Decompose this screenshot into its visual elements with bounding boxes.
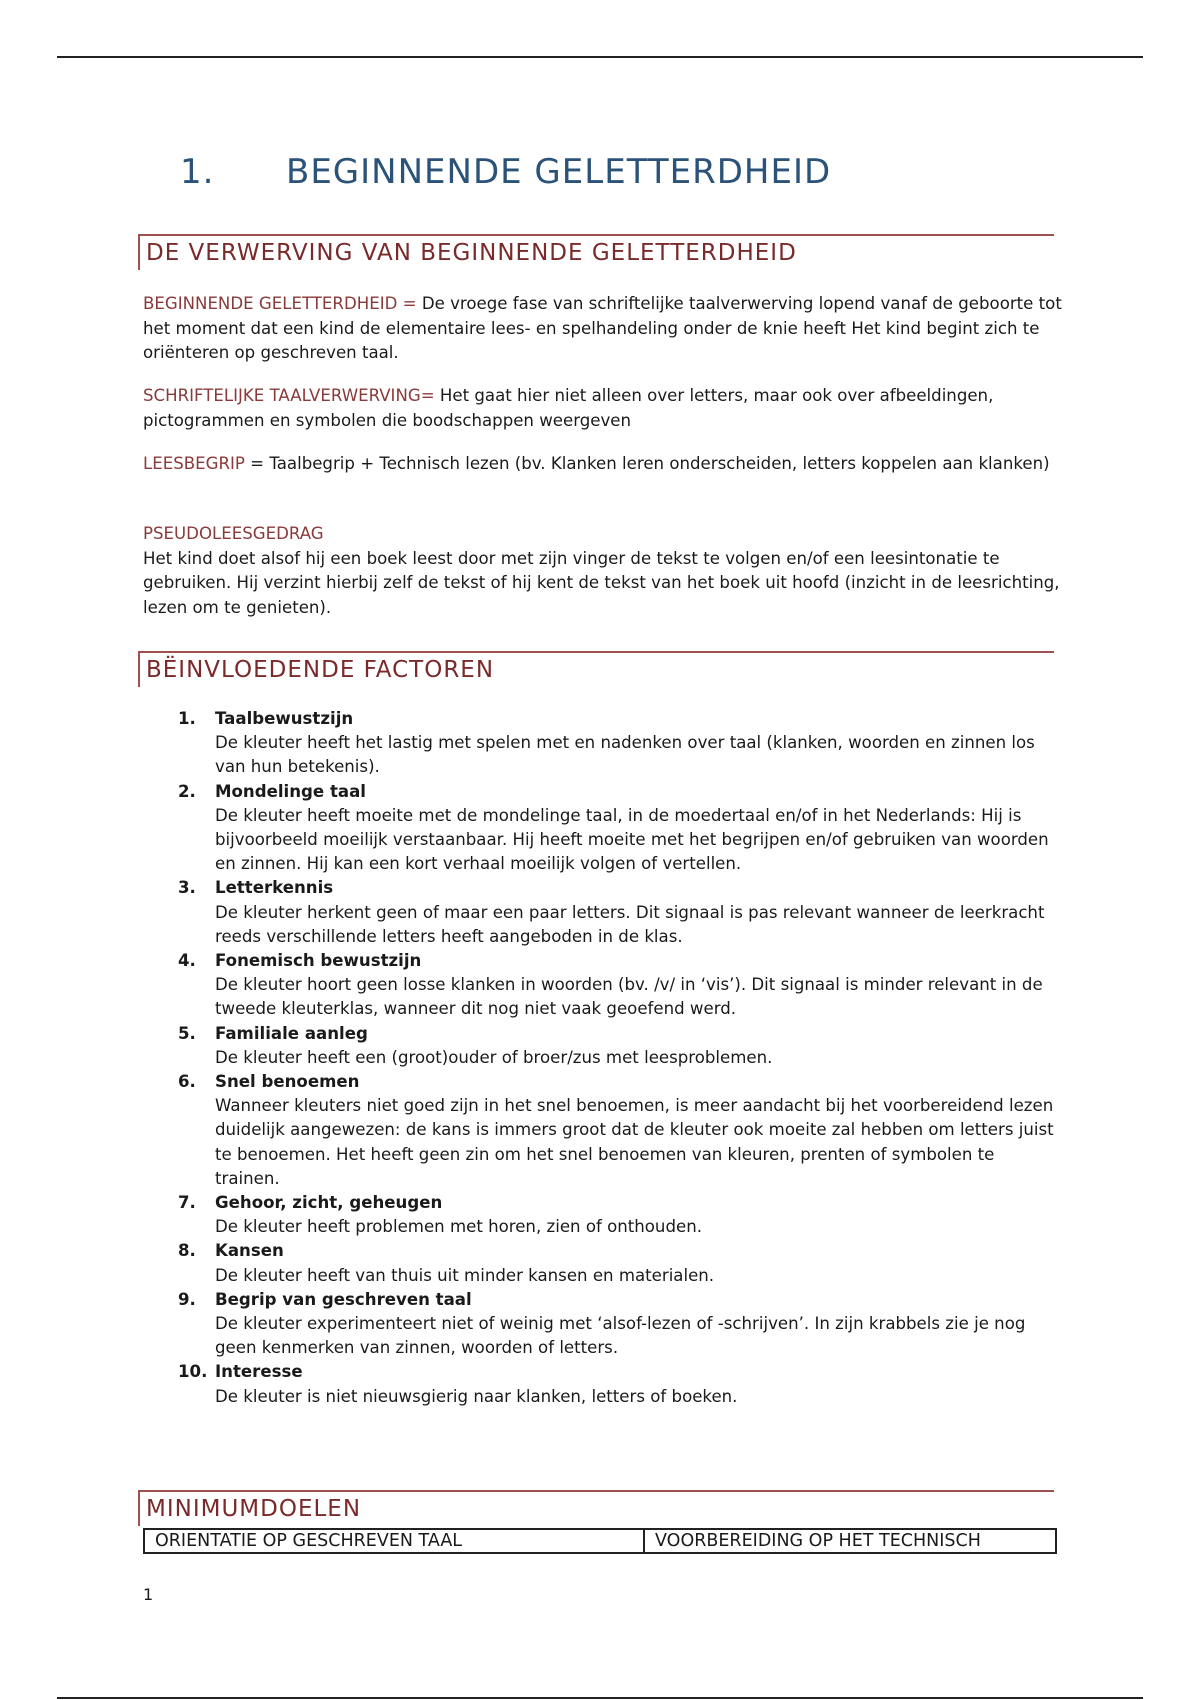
list-item <box>178 1022 1058 1070</box>
footer-rule <box>57 1697 1143 1699</box>
list-item <box>178 780 1058 877</box>
factor-number: 2. <box>178 781 196 801</box>
factor-title: Familiale aanleg <box>215 1023 368 1043</box>
factor-list <box>178 707 1058 1409</box>
list-item <box>178 1288 1058 1361</box>
list-item <box>178 707 1058 780</box>
chapter-title <box>180 152 831 192</box>
list-item <box>178 1070 1058 1191</box>
factor-description: De kleuter heeft van thuis uit minder kansen en materialen. <box>215 1265 715 1285</box>
factor-title: Snel benoemen <box>215 1072 360 1092</box>
chapter-title-text: BEGINNENDE GELETTERDHEID <box>286 152 832 192</box>
table-header-orientatie: ORIENTATIE OP GESCHREVEN TAAL <box>145 1530 645 1552</box>
definition-text: Het kind doet alsof hij een boek leest door met zijn vinger de tekst te volgen en/of een leesintonatie te gebruiken. Hij verzint hierbij zelf de tekst of hij kent de tekst van het boek uit hoofd (inzicht in de leesrichting, lezen om te genieten). <box>143 548 1060 617</box>
definition-text: De vroege fase van schriftelijke taalverwerving lopend vanaf de geboorte tot het moment dat een kind de elementaire lees- en spelhandeling onder de knie heeft Het kind begint zich te oriënteren op geschreven taal. <box>143 294 1062 362</box>
factor-number: 7. <box>178 1193 196 1213</box>
factor-number: 8. <box>178 1241 196 1261</box>
definition-leesbegrip <box>143 452 1063 477</box>
list-item <box>178 1239 1058 1287</box>
list-item <box>178 1360 1058 1408</box>
factor-title: Mondelinge taal <box>215 781 366 801</box>
factor-number: 6. <box>178 1072 196 1092</box>
factor-description: Wanneer kleuters niet goed zijn in het snel benoemen, is meer aandacht bij het voorbereidend lezen duidelijk aangewezen: de kans is immers groot dat de kleuter ook moeite zal hebben om letters juist te benoemen. Het heeft geen zin om het snel benoemen van kleuren, prenten of symbolen te trainen. <box>215 1096 1054 1188</box>
factor-title: Fonemisch bewustzijn <box>215 951 422 971</box>
definition-term: PSEUDOLEESGEDRAG <box>143 524 324 543</box>
factor-description: De kleuter hoort geen losse klanken in woorden (bv. /v/ in ‘vis’). Dit signaal is minder relevant in de tweede kleuterklas, wanneer dit nog niet vaak geoefend werd. <box>215 975 1043 1019</box>
factor-description: De kleuter heeft een (groot)ouder of broer/zus met leesproblemen. <box>215 1047 773 1067</box>
factor-description: De kleuter herkent geen of maar een paar letters. Dit signaal is pas relevant wanneer de leerkracht reeds verschillende letters heeft aangeboden in de klas. <box>215 902 1045 946</box>
factor-title: Interesse <box>215 1362 303 1382</box>
header-rule <box>57 56 1143 58</box>
section-heading-verwerving: DE VERWERVING VAN BEGINNENDE GELETTERDHEID <box>138 234 1054 270</box>
factor-title: Taalbewustzijn <box>215 709 354 728</box>
factor-title: Begrip van geschreven taal <box>215 1289 472 1309</box>
definition-term: SCHRIFTELIJKE TAALVERWERVING= <box>143 386 435 405</box>
factor-number: 3. <box>178 878 196 898</box>
definition-term: BEGINNENDE GELETTERDHEID = <box>143 294 422 313</box>
factor-number: 9. <box>178 1289 196 1309</box>
chapter-number: 1. <box>180 152 215 192</box>
list-item <box>178 1191 1058 1239</box>
factor-title: Letterkennis <box>215 878 334 898</box>
factor-description: De kleuter heeft problemen met horen, zien of onthouden. <box>215 1217 702 1237</box>
factor-description: De kleuter is niet nieuwsgierig naar klanken, letters of boeken. <box>215 1386 738 1406</box>
factor-title: Kansen <box>215 1241 284 1261</box>
factor-title: Gehoor, zicht, geheugen <box>215 1193 443 1213</box>
definition-beginnende-geletterdheid <box>143 292 1063 366</box>
factor-number: 5. <box>178 1023 196 1043</box>
section-heading-factoren: BËINVLOEDENDE FACTOREN <box>138 651 1054 687</box>
definition-text: Het gaat hier niet alleen over letters, maar ook over afbeeldingen, pictogrammen en symbolen die boodschappen weergeven <box>143 386 994 430</box>
definition-text: = Taalbegrip + Technisch lezen (bv. Klanken leren onderscheiden, letters koppelen aan klanken) <box>244 454 1050 473</box>
definition-pseudoleesgedrag <box>143 522 1063 620</box>
table-header-voorbereiding: VOORBEREIDING OP HET TECHNISCH <box>655 1531 981 1551</box>
factor-number: 1. <box>178 709 196 728</box>
list-item <box>178 949 1058 1022</box>
factor-description: De kleuter experimenteert niet of weinig met ‘alsof-lezen of -schrijven’. In zijn krabbels zie je nog geen kenmerken van zinnen, woorden of letters. <box>215 1314 1026 1358</box>
list-item <box>178 876 1058 949</box>
factor-number: 4. <box>178 951 196 971</box>
definition-term: LEESBEGRIP <box>143 454 245 473</box>
factor-description: De kleuter heeft het lastig met spelen met en nadenken over taal (klanken, woorden en zinnen los van hun betekenis). <box>215 733 1035 777</box>
definition-schriftelijke-taalverwerving <box>143 384 1063 433</box>
minimumdoelen-table <box>143 1528 1057 1554</box>
page-number: 1 <box>143 1585 154 1604</box>
section-heading-minimumdoelen: MINIMUMDOELEN <box>138 1490 1054 1526</box>
factor-description: De kleuter heeft moeite met de mondelinge taal, in de moedertaal en/of in het Nederlands: Hij is bijvoorbeeld moeilijk verstaanbaar. Hij heeft moeite met het begrijpen en/of gebruiken van woorden en zinnen. Hij kan een kort verhaal moeilijk volgen of vertellen. <box>215 805 1049 874</box>
factor-number: 10. <box>178 1362 208 1382</box>
